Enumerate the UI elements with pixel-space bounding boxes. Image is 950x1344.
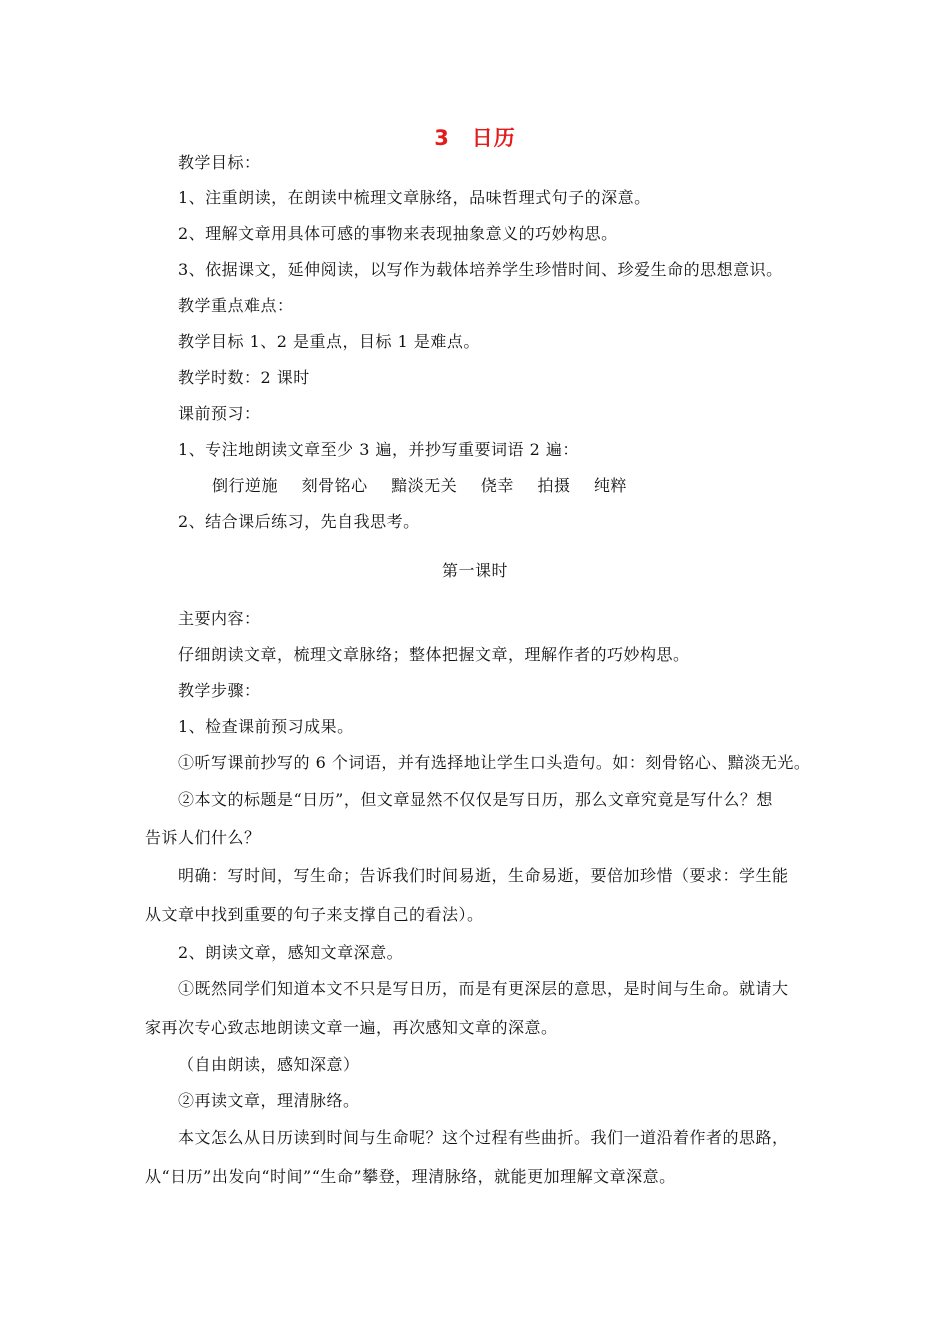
document-title: 3 日历 (434, 126, 516, 150)
key-text: 教学目标 1、2 是重点，目标 1 是难点。 (178, 332, 480, 351)
vocab-list (212, 475, 645, 497)
answer-text-continued: 从文章中找到重要的句子来支撑自己的看法）。 (145, 905, 484, 924)
main-text: 仔细朗读文章，梳理文章脉络；整体把握文章，理解作者的巧妙构思。 (178, 645, 690, 664)
main-heading: 主要内容： (178, 609, 261, 628)
goal-item: 1、注重朗读，在朗读中梳理文章脉络，品味哲理式句子的深意。 (178, 188, 651, 207)
preview-item: 2、结合课后练习，先自我思考。 (178, 512, 420, 531)
goal-item: 3、依据课文，延伸阅读，以写作为载体培养学生珍惜时间、珍爱生命的思想意识。 (178, 260, 783, 279)
vocab-word: 刻骨铭心 (301, 476, 368, 495)
step-item: ②本文的标题是“日历”，但文章显然不仅仅是写日历，那么文章究竟是写什么？想 (178, 790, 773, 809)
body-paragraph: 本文怎么从日历读到时间与生命呢？这个过程有些曲折。我们一道沿着作者的思路， (178, 1128, 789, 1147)
goals-heading: 教学目标： (178, 153, 261, 172)
steps-heading: 教学步骤： (178, 681, 261, 700)
lesson-heading: 第一课时 (441, 561, 508, 580)
step-item: ①既然同学们知道本文不只是写日历，而是有更深层的意思，是时间与生命。就请大 (178, 979, 789, 998)
vocab-word: 黯淡无关 (391, 476, 458, 495)
step-note: （自由朗读，感知深意） (178, 1055, 360, 1074)
step-item: ①听写课前抄写的 6 个词语，并有选择地让学生口头造句。如：刻骨铭心、黯淡无光。 (178, 753, 811, 772)
step-item: ②再读文章，理清脉络。 (178, 1091, 360, 1110)
step-item-continued: 告诉人们什么？ (145, 828, 261, 847)
teaching-hours: 教学时数：2 课时 (178, 368, 310, 387)
body-paragraph-continued: 从“日历”出发向“时间”“生命”攀登，理清脉络，就能更加理解文章深意。 (145, 1167, 676, 1186)
vocab-word: 侥幸 (480, 476, 514, 495)
preview-heading: 课前预习： (178, 404, 261, 423)
vocab-word: 拍摄 (537, 476, 571, 495)
answer-text: 明确：写时间，写生命；告诉我们时间易逝，生命易逝，要倍加珍惜（要求：学生能 (178, 866, 789, 885)
step-item-continued: 家再次专心致志地朗读文章一遍，再次感知文章的深意。 (145, 1018, 558, 1037)
step-heading: 2、朗读文章，感知文章深意。 (178, 943, 404, 962)
preview-item: 1、专注地朗读文章至少 3 遍，并抄写重要词语 2 遍： (178, 440, 579, 459)
vocab-word: 纯粹 (594, 476, 628, 495)
goal-item: 2、理解文章用具体可感的事物来表现抽象意义的巧妙构思。 (178, 224, 618, 243)
vocab-word: 倒行逆施 (212, 476, 279, 495)
step-heading: 1、检查课前预习成果。 (178, 717, 354, 736)
key-heading: 教学重点难点： (178, 296, 294, 315)
